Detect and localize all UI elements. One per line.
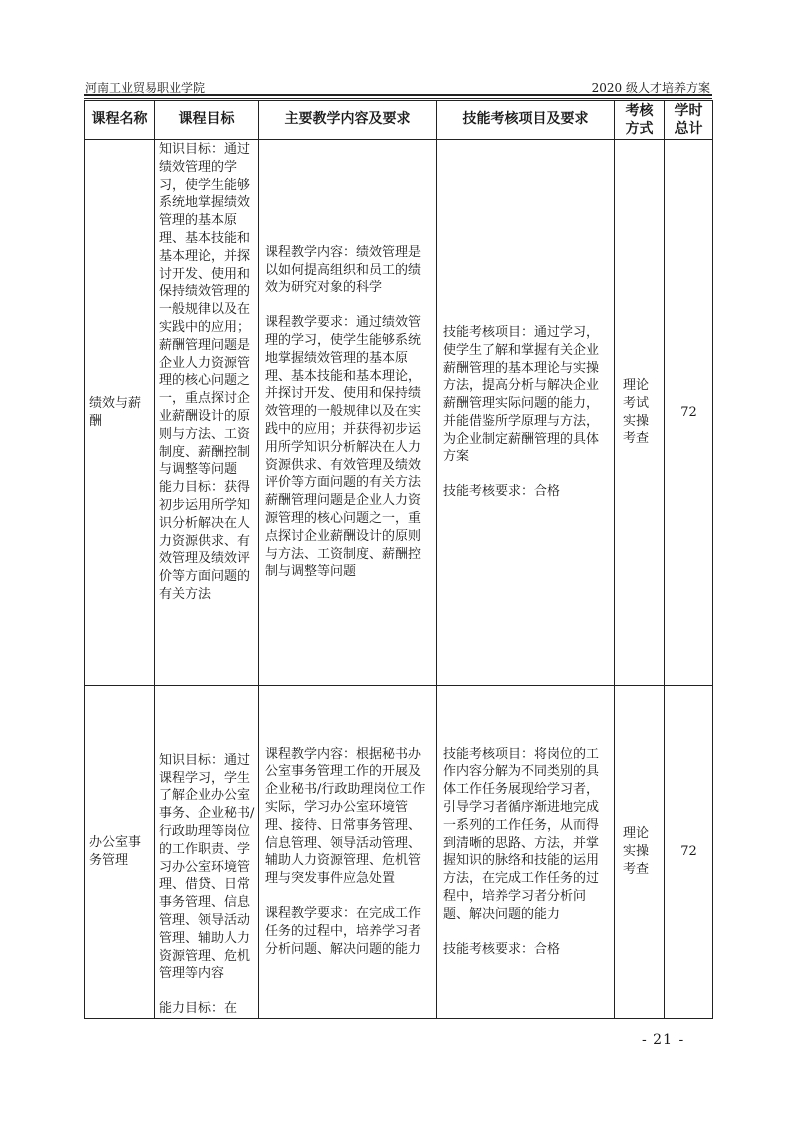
teaching-content: [259, 140, 437, 686]
col-header-method: [615, 101, 665, 140]
col-header-method-line2: 方式: [625, 121, 654, 137]
requirement-text: 课程教学要求：在完成工作任务的过程中，培养学习者分析问题、解决问题的能力: [265, 905, 422, 957]
ability-goal: 能力目标：获得初步运用所学知识分析解决在人力资源供求、有效管理及绩效评价等方面问题的有关方法: [159, 480, 251, 602]
assessment-method: [615, 140, 665, 686]
method-line: 实操: [623, 844, 650, 860]
skill-assessment: [437, 686, 615, 1019]
header-document-title: 2020 级人才培养方案: [591, 81, 710, 95]
table-row: [85, 140, 713, 686]
col-header-method-line1: 考核: [625, 103, 654, 119]
content-text: 课程教学内容：根据秘书办公室事务管理工作的开展及企业秘书/行政助理岗位工作实际，学习办公室环境管理、接待、日常事务管理、信息管理、领导活动管理、辅助人力资源管理、危机管理与突发事件应急处置: [265, 746, 426, 887]
col-header-hours-line1: 学时: [674, 103, 703, 119]
content-text: 课程教学内容：绩效管理是以如何提高组织和员工的绩效为研究对象的科学: [265, 244, 422, 296]
course-goal: [155, 140, 259, 686]
course-name: 办公室事务管理: [85, 686, 155, 1019]
col-header-hours: [665, 101, 713, 140]
col-header-skill: 技能考核项目及要求: [437, 101, 615, 140]
total-hours: 72: [665, 140, 713, 686]
ability-goal: 能力目标：在: [159, 1001, 238, 1017]
knowledge-goal: 知识目标：通过绩效管理的学习，使学生能够系统地掌握绩效管理的基本原理、基本技能和基本理论，并探讨开发、使用和保持绩效管理的一般规律以及在实践中的应用；薪酬管理问题是企业人力资源管理的核心问题之一，重点探讨企业薪酬设计的原则与方法、工资制度、薪酬控制与调整等问题: [159, 142, 251, 478]
col-header-hours-line2: 总计: [674, 121, 703, 137]
header-institution: 河南工业贸易职业学院: [85, 81, 206, 95]
header-rule-thin: [84, 98, 712, 99]
skill-assessment: [437, 140, 615, 686]
method-line: 实操: [623, 413, 650, 429]
col-header-course-name: 课程名称: [85, 101, 155, 140]
course-name: 绩效与薪酬: [85, 140, 155, 686]
col-header-course-goal: 课程目标: [155, 101, 259, 140]
method-line: 理论: [623, 377, 650, 393]
skill-requirement-text: 技能考核要求：合格: [443, 941, 561, 957]
requirement-text: 课程教学要求：通过绩效管理的学习，使学生能够系统地掌握绩效管理的基本原理、基本技能和基本理论，并探讨开发、使用和保持绩效管理的一般规律以及在实践中的应用；并获得初步运用所学知识分析解决在人力资源供求、有效管理及绩效评价等方面问题的有关方法 薪酬管理问题是企业人力资源管理的核心问题之一，重点探讨企业薪酬设计的原则与方法、工资制度、薪酬控制与调整等问题: [265, 315, 422, 580]
method-line: 考试: [623, 395, 650, 411]
course-goal: [155, 686, 259, 1019]
method-line: 考查: [623, 431, 650, 447]
course-table: [84, 100, 713, 1019]
method-line: 理论: [623, 826, 650, 842]
header-rule: [84, 94, 712, 96]
table-header-row: [85, 101, 713, 140]
teaching-content: [259, 686, 437, 1019]
skill-item-text: 技能考核项目：将岗位的工作内容分解为不同类别的具体工作任务展现给学习者，引导学习者循序渐进地完成一系列的工作任务，从而得到清晰的思路、方法，并掌握知识的脉络和技能的运用方法，在完成工作任务的过程中，培养学习者分析问题、解决问题的能力: [443, 746, 600, 922]
page-number: - 21 -: [642, 1032, 685, 1048]
col-header-content: 主要教学内容及要求: [259, 101, 437, 140]
method-line: 考查: [623, 861, 650, 877]
skill-requirement-text: 技能考核要求：合格: [443, 484, 561, 500]
table-row: [85, 686, 713, 1019]
total-hours: 72: [665, 686, 713, 1019]
skill-item-text: 技能考核项目：通过学习，使学生了解和掌握有关企业薪酬管理的基本理论与实操方法，提高分析与解决企业薪酬管理实际问题的能力，并能借鉴所学原理与方法，为企业制定薪酬管理的具体方案: [443, 324, 600, 465]
knowledge-goal: 知识目标：通过课程学习，学生了解企业办公室事务、企业秘书/行政助理等岗位的工作职责、学习办公室环境管理、借贷、日常事务管理、信息管理、领导活动管理、辅助人力资源管理、危机管理等内容: [159, 752, 255, 982]
assessment-method: [615, 686, 665, 1019]
